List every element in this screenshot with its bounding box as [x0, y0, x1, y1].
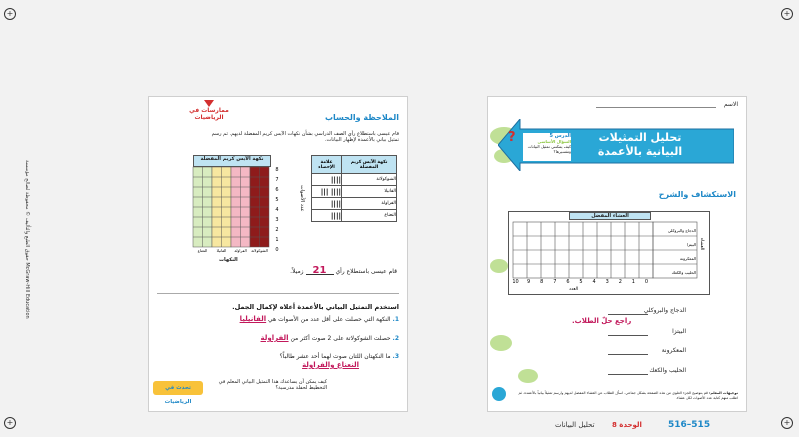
registration-mark-icon: +: [4, 417, 16, 429]
question-number: 1.: [392, 316, 399, 323]
mascot-icon: [492, 387, 506, 401]
answer-label: المعكرونة: [661, 347, 686, 354]
decorative-cloud: [490, 335, 512, 351]
registration-mark-icon: +: [4, 8, 16, 20]
title-banner: [498, 119, 734, 171]
tally-marks: ||||: [312, 210, 342, 222]
survey-prompt: قام عيسى باستطلاع رأي: [335, 268, 397, 275]
x-number: 5: [579, 279, 583, 285]
y-axis-ticks: [273, 165, 281, 255]
teacher-note-title: توجيهات المعلم:: [709, 391, 738, 395]
math-practice-label: ممارسات في الرياضيات: [189, 107, 229, 121]
y-tick: 4: [275, 207, 279, 213]
right-page: [487, 96, 747, 412]
talk-math-badge: تحدث في الرياضيات: [153, 381, 203, 395]
banner-title-line1: تحليل التمثيلات: [598, 131, 682, 144]
x-label: النعناع: [197, 248, 208, 253]
x-number: 0: [644, 279, 649, 285]
y-tick: 7: [275, 177, 279, 183]
dinner-row-label: الحليب والكعك: [671, 270, 696, 275]
dinner-row-label: المعكرونة: [679, 256, 696, 261]
bar-chart-title: نكهة الآيس كريم المفضلة: [193, 155, 271, 167]
x-label: الفراولة: [234, 248, 247, 253]
spine-text: حقوق الطبع والتأليف © محفوظة لصالح مؤسسة McGraw-Hill Education: [24, 160, 30, 319]
dinner-row-label: الدجاج والبروكلي: [667, 228, 696, 233]
question-text: حصلت الشوكولاتة على 2 صوت أكثر من: [290, 335, 391, 342]
section-title: الاستكشاف والشرح: [658, 190, 736, 199]
x-number: 8: [540, 279, 544, 285]
tally-flavor: الفانيلا: [342, 186, 397, 198]
tally-marks: ||||: [312, 198, 342, 210]
footer-pages: 515–516: [668, 420, 711, 430]
check-work-note: راجع حلّ الطلاب.: [572, 317, 632, 325]
teacher-note-text: قم بتوضيح الجزء العلوي من هذه الصفحة بشكل جماعي. اسأل الطلاب عن العشاء المفضل لديهم وارسم تمثيلاً بيانياً بالأعمدة. ثم اطلب منهم كتابة عدد الأصوات لكل عشاء.: [518, 391, 738, 400]
x-label: الفانيلا: [216, 248, 227, 253]
x-number: 2: [618, 279, 622, 285]
tally-header-marks: علامة الإحصاء: [312, 156, 342, 174]
registration-mark-icon: +: [781, 8, 793, 20]
dinner-chart-title: العشاء المفضل: [569, 212, 651, 220]
question-mark-icon: ?: [508, 130, 516, 145]
talk-math-text: كيف يمكن أن يساعدك هذا التمثيل البياني المعلم في التخطيط لحفلة مدرسية؟: [218, 379, 327, 391]
y-tick: 5: [275, 197, 279, 203]
footer-unit-name: تحليل البيانات: [555, 421, 595, 429]
question-number: 2.: [392, 335, 399, 342]
dinner-x-numbers: [509, 279, 653, 285]
y-tick: 2: [275, 227, 279, 233]
y-tick: 1: [275, 237, 279, 243]
y-tick: 6: [275, 187, 279, 193]
tally-table: [311, 155, 397, 222]
intro-text: قام عيسى باستطلاع رأي الصف الدراسي بشأن نكهات الآيس كريم المفضلة لديهم. ثم رسم تمثيل بياني بالأعمدة لإظهار البيانات.: [211, 131, 399, 143]
decorative-cloud: [490, 259, 508, 273]
tally-flavor: الشوكولاتة: [342, 174, 397, 186]
dinner-row-label: البيتزا: [686, 242, 696, 247]
lesson-label: الدرس 5: [549, 133, 571, 139]
left-page: [148, 96, 408, 412]
banner-title-line2: البيانية بالأعمدة: [597, 145, 683, 158]
section-title: الملاحظة والحساب: [324, 113, 399, 122]
bar-chart-x-label: النكهات: [219, 257, 238, 263]
question-text: كيف يمكنني تمثيل البيانات وتفسيرها؟: [527, 144, 571, 154]
survey-sentence: [197, 267, 397, 275]
tally-marks: ||||: [312, 174, 342, 186]
name-line[interactable]: [596, 107, 716, 108]
flavor-bar-chart: [187, 155, 307, 255]
survey-unit: زميلاً.: [290, 268, 304, 275]
x-number: 9: [527, 279, 531, 285]
y-tick: 0: [275, 247, 279, 253]
x-number: 10: [512, 279, 519, 285]
question-text: ما النكهتان اللتان صوت لهما أحد عشر طالباً؟: [279, 353, 391, 360]
answer-line[interactable]: [608, 314, 648, 315]
x-number: 4: [592, 279, 596, 285]
dinner-chart: [508, 211, 710, 295]
arrow-down-icon: [204, 100, 214, 107]
dinner-row-labels: [654, 224, 696, 280]
question-label: السؤال الأساسي: [537, 139, 571, 144]
instruction: استخدم التمثيل البياني بالأعمدة أعلاه لإكمال الجمل.: [232, 303, 399, 311]
dinner-x-label: العدد: [569, 287, 579, 292]
dinner-y-label: العشاء: [699, 238, 704, 251]
teacher-note: [510, 391, 738, 400]
question-number: 3.: [392, 353, 399, 360]
x-number: 6: [566, 279, 570, 285]
answer-line[interactable]: [608, 335, 648, 336]
chart-grid: [193, 167, 269, 247]
name-label: الاسم: [723, 101, 738, 108]
x-number: 7: [553, 279, 557, 285]
answer-line[interactable]: [608, 354, 648, 355]
x-axis-labels: [193, 248, 269, 253]
question-text: النكهة التي حصلت على أقل عدد من الأصوات هي: [268, 316, 391, 323]
tally-header-flavor: نكهة الآيس كريم المفضلة: [342, 156, 397, 174]
tally-flavor: الفراولة: [342, 198, 397, 210]
decorative-cloud: [518, 369, 538, 383]
answer-label: البيتزا: [672, 328, 686, 335]
y-tick: 3: [275, 217, 279, 223]
question-answer[interactable]: الفانيليا: [239, 315, 267, 323]
registration-mark-icon: +: [781, 417, 793, 429]
answer-label: الحليب والكعك: [649, 367, 686, 374]
x-label: الشوكولاتة: [251, 248, 268, 253]
answer-label: الدجاج والبروكلي: [643, 307, 686, 314]
question-answer[interactable]: النعناع والفراولة: [302, 361, 359, 369]
footer-unit-label: الوحدة 8: [612, 421, 642, 429]
tally-flavor: النعناع: [342, 210, 397, 222]
question-2: [159, 335, 399, 342]
bar-chart-y-label: عدد الأصوات: [299, 185, 305, 212]
question-answer[interactable]: الفراولة: [260, 334, 289, 342]
y-tick: 8: [275, 167, 279, 173]
survey-answer[interactable]: 21: [306, 267, 334, 275]
answer-line[interactable]: [608, 374, 648, 375]
banner-title: [580, 131, 700, 159]
math-practice-badge: [179, 100, 239, 121]
question-1: [159, 316, 399, 323]
lesson-box: [522, 132, 572, 162]
tally-marks: |||| |||: [312, 186, 342, 198]
x-number: 1: [631, 279, 635, 285]
question-3: [159, 353, 399, 369]
divider: [157, 293, 399, 294]
x-number: 3: [605, 279, 609, 285]
